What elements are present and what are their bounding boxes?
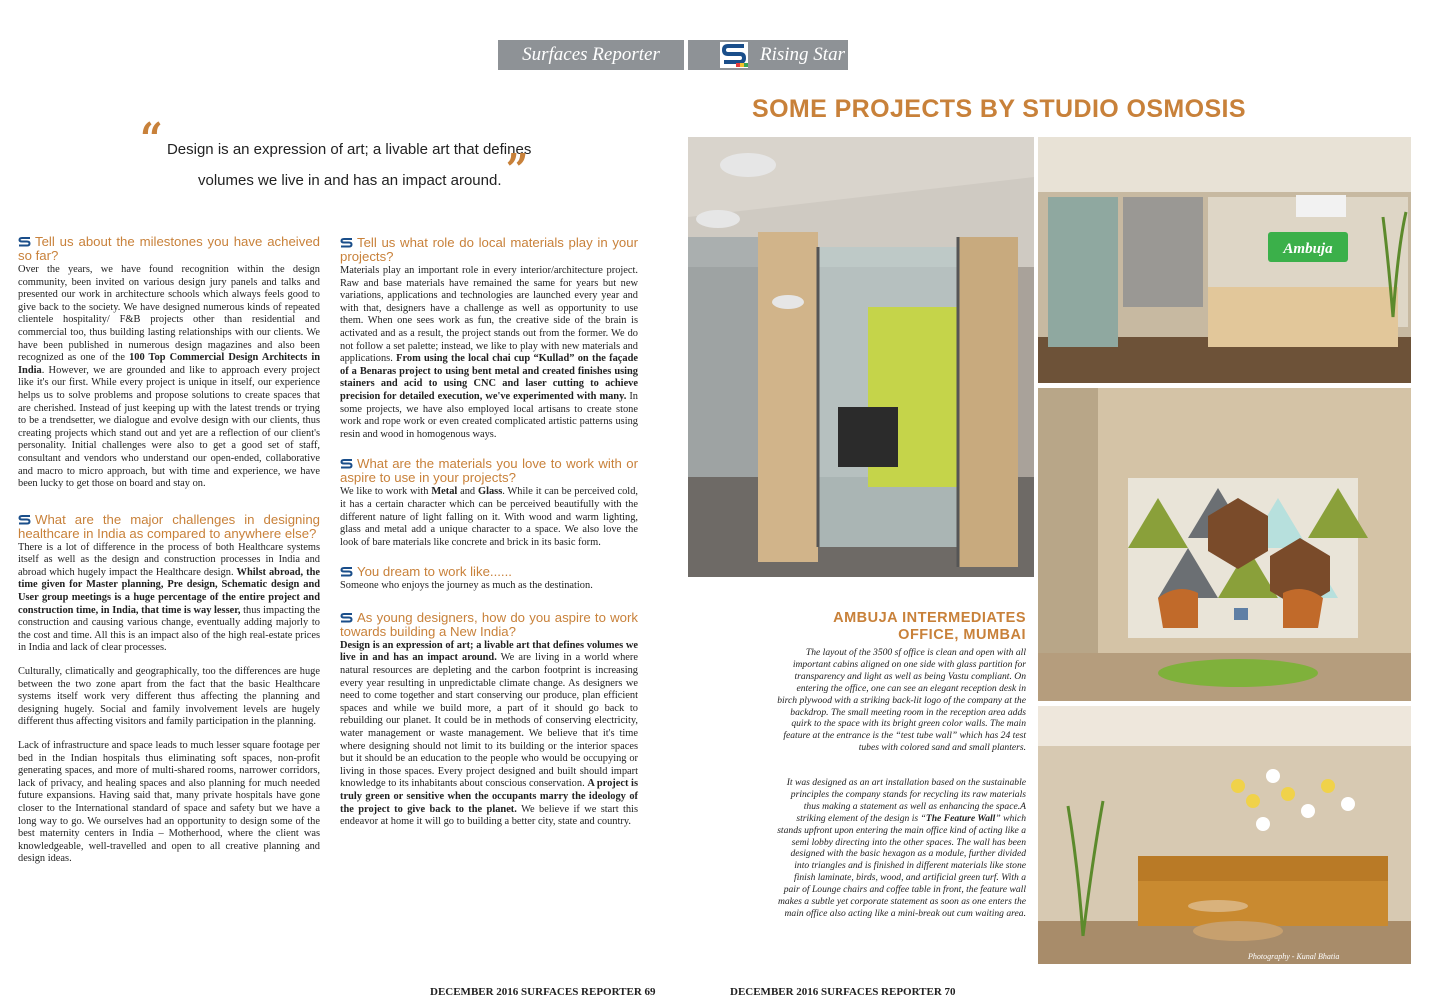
quote-line-1: Design is an expression of art; a livable art that defines — [166, 141, 532, 158]
header-tab-surfaces-reporter: Surfaces Reporter — [498, 40, 684, 70]
project-description-2: It was designed as an art installation based on the sustainable principles the company stands for recycling its raw materials thus making a statement as well as enhancing the space.A striking element of the design is “The Feature Wall” which stands upfront upon entering the main office kind of acting like a semi lobby directing into the other spaces. The wall has been designed with the basic hexagon as a module, further divided into triangles and is finished in different materials like stone finish laminate, birds, wood, and artificial green turf. With a pair of Lounge chairs and coffee table in front, the feature wall makes a subtle yet corporate statement as soon as one enters the main office also acting like a mini-break out cum waiting area. — [777, 777, 1026, 919]
answer-favorite-materials: We like to work with Metal and Glass. While it can be perceived cold, it has a certain character which can be perceived beautifully with the different nature of light falling on it. With wood and warm lighting, glass and metal add a unique character to a space. We also love the look of bare materials like concrete and brick in its basic form. — [340, 486, 638, 548]
project-description-1: The layout of the 3500 sf office is clean and open with all important cabins aligned on one side with glass partition for transparency and light as well as being Vastu compliant. On entering the office, one can see an elegant reception desk in birch plywood with a striking back-lit logo of the company at the backdrop. The small meeting room in the reception area adds quirk to the space with its bright green color walls. The main feature at the entrance is the “test tube wall” which has 24 test tubes with colored sand and small planters. — [777, 647, 1026, 754]
answer-challenges-2: Culturally, climatically and geographically, too the differences are huge between the two zone apart from the fact that the basic Healthcare systems itself work very different thus affecting the planning and designing hugely. Social and family involvement levels are hugely different thus affecting visitors and family participation in the planning. — [18, 666, 320, 728]
s-bullet-icon — [340, 612, 353, 623]
question-favorite-materials: What are the materials you love to work with or aspire to use in your projects? — [340, 456, 638, 486]
answer-local-materials: Materials play an important role in every interior/architecture project. Raw and base materials have remained the same for years but new variations, applications and technologies are launched every year and with that, designers have a challenge as well as opportunity to use them. When one sees work as fun, the creative side of the brain is activated and as a result, the project stands out from the former. We do not follow a set palette; instead, we like to play with new materials and applications. From using the local chai cup “Kullad” on the façade of a Benaras project to using bent metal and created finishes using stainers and acid to using CNC and laser cutting to achieve precision for detailed execution, we've experimented with many. In some projects, we have also employed local artisans to create stone work and rope work or even created complicated artistic patterns using resin and wood in homogenous ways. — [340, 265, 638, 440]
footer-page-70: DECEMBER 2016 SURFACES REPORTER 70 — [730, 986, 956, 998]
sr-logo-icon — [720, 42, 748, 68]
project-title-line-2: OFFICE, MUMBAI — [898, 627, 1026, 643]
answer-new-india: Design is an expression of art; a livable art that defines volumes we live in and has an impact around. We are living in a world where natural resources are depleting and the carbon footprint is increasing every year resulting in unpredictable climate change. As designers we need to come together and start conserving our produce, plan efficient spaces and while we build more, a part of it should go back to rebuilding our planet. It could be in methods of conserving electricity, water management or waste management. We believe that it's time where designing should not limit to its building or the interior spaces but it should be an education to the people who would be occupying or living in those spaces. Every project designed and built should impart knowledge to its inhabitants about conscious conservation. A project is truly green or sensitive when the occupants marry the ideology of the project to give back to the planet. We believe if we start this endeavor at home it will go to building a better city, state and country. — [340, 639, 638, 828]
reception-logo: Ambuja — [1283, 241, 1333, 257]
project-title — [780, 610, 1026, 644]
question-new-india: As young designers, how do you aspire to work towards building a New India? — [340, 609, 638, 639]
question-challenges: What are the major challenges in designing healthcare in India as compared to anywhere else? — [18, 511, 320, 541]
s-bullet-icon — [340, 237, 353, 248]
photo-lounge — [1038, 706, 1411, 964]
article-column-2 — [340, 236, 638, 840]
pull-quote — [140, 114, 532, 196]
quote-close-icon: ” — [505, 145, 529, 196]
footer-page-69: DECEMBER 2016 SURFACES REPORTER 69 — [430, 986, 656, 998]
answer-milestones: Over the years, we have found recognition within the design community, been invited on various design jury panels and talks and presented our work in architecture schools which always feels good to give back to the society. We have designed numerous kinds of repeated clientele hospitality/ F&B projects other than residential and commercial too, thus building lasting relationships with our clients. We have been published in numerous design magazines and also been recognized as one of the 100 Top Commercial Design Architects in India. However, we are grounded and like to approach every project like it's our first. While every project is unique in itself, our experience helps us to solve problems and propose solutions to create spaces that are cherished. Instead of just keeping up with the latest trends or trying to be a trendsetter, we dialogue and evolve design with our clients, thus creating projects which stand out and yet are a reflection of our client's personality. Initial challenges were also to get a good set of staff, consultant and vendors who understand our open-ended, collaborative and macro to micro approach, but with time and experience, we have been lucky to get those on board and stay on. — [18, 264, 321, 490]
rising-star-label: Rising Star — [760, 44, 845, 65]
s-bullet-icon — [340, 458, 353, 469]
answer-challenges-1: There is a lot of difference in the process of both Healthcare systems itself as well as the design and construction processes in India and abroad which hugely impact the Healthcare design. Whilst abroad, the time given for Master planning, Pre design, Schematic design and User group meetings is a huge percentage of the entire project and construction time, in India, that time is way lesser, thus impacting the construction and causing various change, eventually adding majorly to the cost and time. All this is an impact also of the high real-estate prices in India and lack of clear processes. — [18, 541, 320, 654]
answer-dream: Someone who enjoys the journey as much as the destination. — [340, 580, 593, 592]
header-tab-rising-star — [688, 40, 848, 70]
question-milestones: Tell us about the milestones you have acheived so far? — [18, 234, 320, 263]
article-column-1 — [18, 235, 320, 877]
answer-challenges-3: Lack of infrastructure and space leads to much lesser square footage per bed in the Indian hospitals thus eliminating soft spaces, non-profit generating spaces, and more of multi-shared rooms, narrower corridors, lack of privacy, and healing spaces and also planning for much needed future expansions. Having said that, many private hospitals have gone closer to the International standard of space and safety but we have a long way to go. We ourselves had an opportunity to design some of the best maternity centers in India – Motherhood, where the client was knowledgeable, well-travelled and open to all creative planning and design ideas. — [18, 740, 320, 865]
quote-line-2: volumes we live in and has an impact around. — [198, 172, 502, 189]
question-dream: You dream to work like...... — [340, 565, 638, 579]
project-title-line-1: AMBUJA INTERMEDIATES — [833, 610, 1026, 626]
photo-reception — [1038, 137, 1411, 383]
photo-credit: Photography - Kunal Bhatia — [1248, 952, 1340, 961]
question-local-materials: Tell us what role do local materials play in your projects? — [340, 235, 638, 264]
photo-office-cabins — [688, 137, 1034, 577]
s-bullet-icon — [18, 514, 31, 525]
s-bullet-icon — [18, 236, 31, 247]
photo-feature-wall — [1038, 388, 1411, 701]
quote-open-icon: “ — [140, 114, 163, 165]
section-title: SOME PROJECTS BY STUDIO OSMOSIS — [752, 95, 1246, 123]
s-bullet-icon — [340, 566, 353, 577]
